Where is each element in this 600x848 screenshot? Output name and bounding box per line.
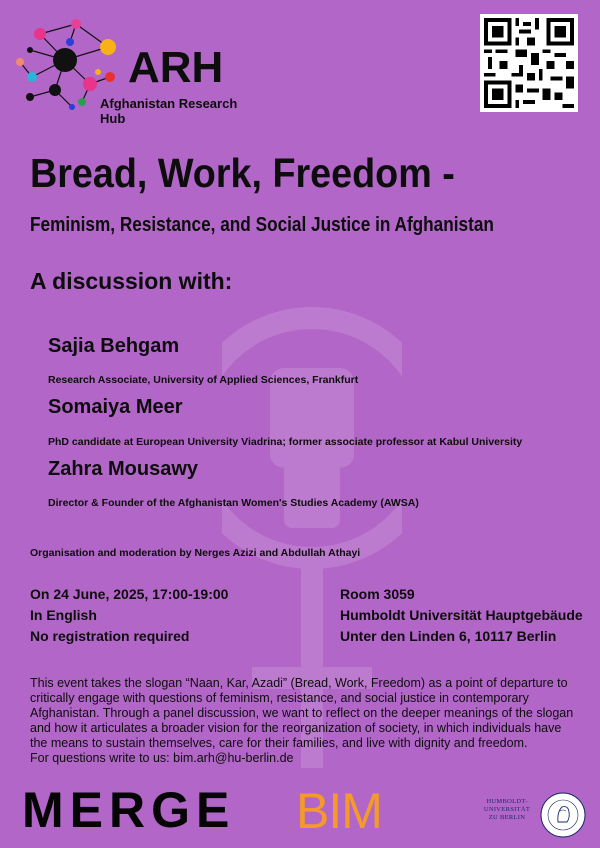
bim-logo: BIM bbox=[296, 783, 382, 839]
logo-subtitle: Afghanistan Research Hub bbox=[100, 96, 238, 126]
hu-name-line: ZU BERLIN bbox=[488, 814, 526, 821]
merge-logo: MERGE bbox=[22, 782, 236, 838]
event-room: Room 3059 bbox=[340, 586, 415, 602]
event-registration: No registration required bbox=[30, 628, 190, 644]
speaker-name: Sajia Behgam bbox=[48, 335, 180, 357]
event-title: Bread, Work, Freedom - bbox=[30, 150, 455, 196]
contact-line[interactable]: For questions write to us: bim.arh@hu-berlin.de bbox=[30, 751, 294, 765]
humboldt-university-logo bbox=[476, 792, 586, 840]
event-subtitle: Feminism, Resistance, and Social Justice in Afghanistan bbox=[30, 214, 494, 236]
discussion-intro: A discussion with: bbox=[30, 268, 233, 294]
speaker-role: Director & Founder of the Afghanistan Women's Studies Academy (AWSA) bbox=[48, 497, 419, 509]
speaker-name: Somaiya Meer bbox=[48, 396, 183, 418]
event-address: Unter den Linden 6, 10117 Berlin bbox=[340, 628, 557, 644]
event-building: Humboldt Universität Hauptgebäude bbox=[340, 607, 583, 623]
event-location bbox=[340, 584, 583, 647]
humboldt-seal-icon bbox=[540, 792, 586, 838]
speaker-name: Zahra Mousawy bbox=[48, 458, 199, 480]
hu-name-line: HUMBOLDT- bbox=[486, 798, 528, 805]
event-date-time: On 24 June, 2025, 17:00-19:00 bbox=[30, 586, 229, 602]
speaker-role: PhD candidate at European University Viadrina; former associate professor at Kabul University bbox=[48, 436, 523, 448]
event-details bbox=[30, 584, 228, 647]
qr-code-icon[interactable] bbox=[480, 14, 578, 112]
speaker-role: Research Associate, University of Applied Sciences, Frankfurt bbox=[48, 374, 359, 386]
organisation-credit: Organisation and moderation by Nerges Azizi and Abdullah Athayi bbox=[30, 547, 361, 559]
hu-name-line: UNIVERSITÄT bbox=[483, 806, 531, 813]
logo-wordmark: ARH bbox=[128, 43, 224, 92]
arh-logo bbox=[10, 12, 260, 126]
event-description-block bbox=[30, 676, 575, 766]
event-language: In English bbox=[30, 607, 97, 623]
event-description: This event takes the slogan “Naan, Kar, Azadi” (Bread, Work, Freedom) as a point of departure to critically engage with questions of feminism, resistance, and social justice in contemporary Afghanistan. Through a panel discussion, we want to reflect on the deeper meanings of the slogan and how it articulates a broader vision for the reorganization of society, in which individuals have the means to sustain themselves, care for their families, and live with dignity and freedom. bbox=[30, 676, 574, 750]
